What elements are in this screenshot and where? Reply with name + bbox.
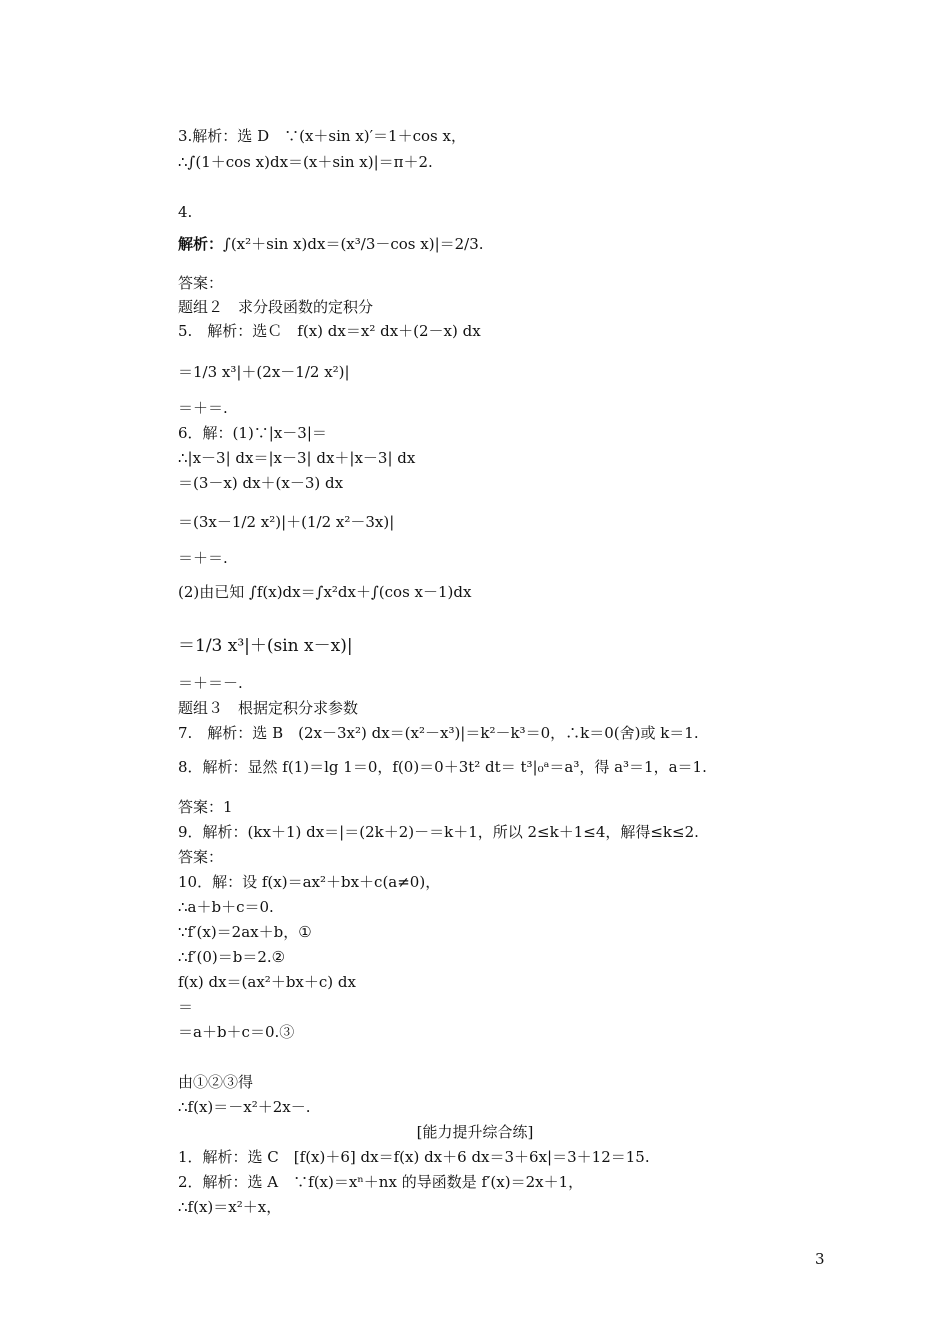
integral-expression: ＝(3x－1/2 x²)|＋(1/2 x²－3x)| [178,513,395,531]
text-line: ∴a＋b＋c＝0. [178,898,274,916]
text-line: ＝＋＝－. [178,674,243,692]
text-line: 由①②③得 [178,1073,254,1091]
integral-expression: ＝1/3 x³|＋(2x－1/2 x²)| [178,363,350,381]
text-line [178,757,707,777]
text-line: 10．解：设 f(x)＝ax²＋bx＋c(a≠0)， [178,873,441,891]
text-line: 答案： [178,274,224,292]
section-heading: 题组３ 根据定积分求参数 [178,699,359,717]
text-line: 3.解析：选 D ∵(x＋sin x)′＝1＋cos x， [178,127,466,145]
text-line: 1．解析：选 C [f(x)＋6] dx＝f(x) dx＋6 dx＝3＋6x|＝3＋12＝15. [178,1148,650,1166]
math-line [178,636,353,656]
text-line: ∴f(x)＝x²＋x， [178,1198,282,1216]
math-line [178,582,471,602]
math-line [178,152,433,172]
text-line: 5. 解析：选Ｃ f(x) dx＝x² dx＋(2－x) dx [178,322,481,340]
integral-expression: ∫(x²＋sin x)dx＝(x³/3－cos x)|＝2/3. [223,235,484,253]
text-line: 2．解析：选 A ∵f(x)＝xⁿ＋nx 的导函数是 f′(x)＝2x＋1， [178,1173,584,1191]
math-line [178,362,350,382]
math-line [178,234,484,254]
text-line: 9．解析：(kx＋1) dx＝|＝(2k＋2)－＝k＋1，所以 2≤k＋1≤4，解得≤k≤2. [178,823,699,841]
section-heading: 题组２ 求分段函数的定积分 [178,298,374,316]
text-line: ＝a＋b＋c＝0.③ [178,1023,295,1041]
text-line: f(x) dx＝(ax²＋bx＋c) dx [178,973,356,991]
text-line: 答案：1 [178,798,233,816]
integral-expression: ∴∫(1＋cos x)dx＝(x＋sin x)|＝π＋2. [178,153,433,171]
text-line: ∴|x－3| dx＝|x－3| dx＋|x－3| dx [178,449,416,467]
text-line: 7. 解析：选 B (2x－3x²) dx＝(x²－x³)|＝k²－k³＝0，∴k＝0(舍)或 k＝1. [178,724,699,742]
page-number: 3 [815,1250,825,1268]
text-line: ＝＋＝. [178,399,228,417]
text-line: ＝＋＝. [178,549,228,567]
text-line: 4. [178,203,193,221]
section-title: [能力提升综合练] [416,1123,534,1141]
text-line: 答案： [178,848,224,866]
math-fragment: t³|₀ᵃ [515,758,550,776]
text-line: 6．解：(1)∵|x－3|＝ [178,424,327,442]
integral-expression: ∫f(x)dx＝∫x²dx＋∫(cos x－1)dx [249,583,472,601]
text-line: ∵f′(x)＝2ax＋b，① [178,923,312,941]
text-line: ＝ [178,998,194,1016]
text-line: ＝(3－x) dx＋(x－3) dx [178,474,344,492]
given-label: (2)由已知 [178,583,245,601]
text-segment: ＝a³，得 a³＝1，a＝1. [549,758,707,776]
solution-label: 解析： [178,235,224,253]
text-line: ∴f′(0)＝b＝2.② [178,948,286,966]
text-segment: 8．解析：显然 f(1)＝lg 1＝0，f(0)＝0＋3t² dt＝ [178,758,516,776]
text-line: ∴f(x)＝－x²＋2x－. [178,1098,311,1116]
integral-expression: ＝1/3 x³|＋(sin x－x)| [178,636,353,656]
math-line [178,512,394,532]
